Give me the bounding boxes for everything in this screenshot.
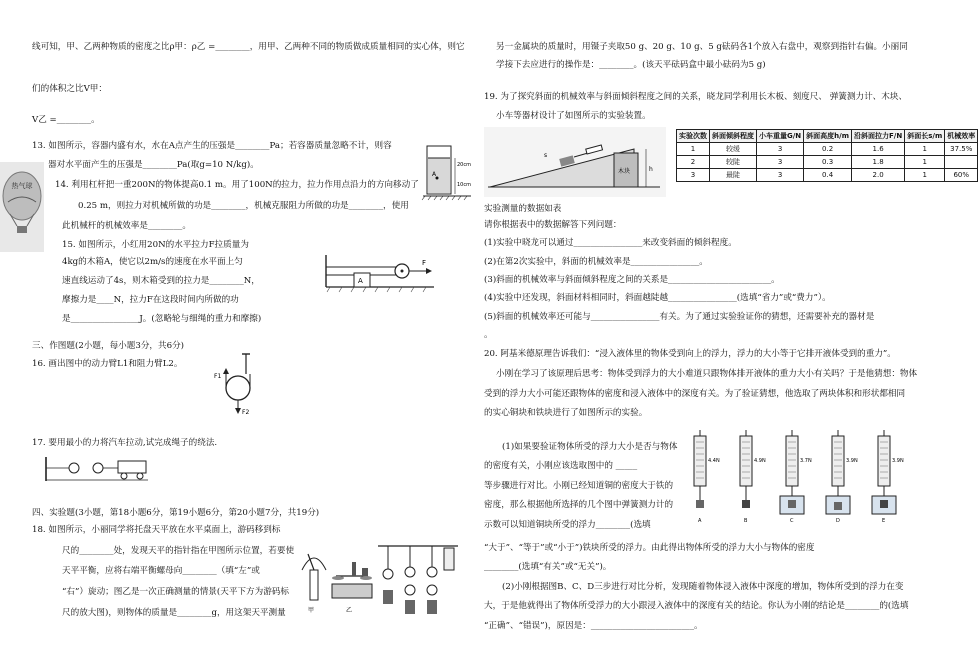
- f1-label: F1: [214, 373, 222, 380]
- spring-scale-b: [740, 430, 766, 524]
- spring-scale-e: [872, 430, 904, 524]
- q15-line3: 速直线运动了4s，则木箱受到的拉力是________N，: [62, 276, 260, 286]
- header-weight: 小车重量G/N: [757, 130, 804, 143]
- q20-part1-line1: (1)如果要验证物体所受的浮力大小是否与物体: [502, 442, 678, 452]
- q20-line4: 的实心铜块和铁块进行了如图所示的实验。: [484, 408, 648, 418]
- q12-line3: V乙 =________。: [32, 115, 100, 125]
- table-row: [677, 156, 978, 169]
- height-h-label: h: [649, 166, 653, 173]
- q13-line1: 13. 如图所示，容器内盛有水，水在A点产生的压强是________Pa；若容器质量忽略不计，则容: [32, 141, 392, 151]
- yi-label: 乙: [346, 607, 353, 614]
- q20-part2-line2: 大，于是他就得出了物体所受浮力的大小跟浸入液体中的深度有关的结论。你认为小刚的结论是________的(选填: [484, 601, 909, 611]
- q15-line1: 15. 如图所示，小红用20N的水平拉力F拉质量为: [62, 240, 249, 250]
- q19-sub2: (2)在第2次实验中，斜面的机械效率是________________。: [484, 257, 708, 267]
- cell: 3: [757, 143, 804, 156]
- q20-part1-line2: 的密度有关，小刚应该选取图中的 _____: [484, 461, 638, 471]
- car-pulley-figure: [44, 455, 150, 485]
- cell: 较缓: [710, 143, 757, 156]
- q19-sub5: (5)斜面的机械效率还可能与________________有关。为了通过实验验证你的猜想，还需要补充的器材是: [484, 312, 875, 322]
- point-a-label: A: [432, 171, 437, 178]
- pulley-box-figure: [322, 253, 440, 295]
- q15-line2: 4kg的木箱A，使它以2m/s的速度在水平面上匀: [62, 257, 243, 267]
- step-c-label: C: [790, 518, 794, 524]
- q12-line1: 线可知，甲、乙两种物质的密度之比ρ甲：ρ乙 =________，用甲、乙两种不同的物质做成质量相同的实心体，则它: [32, 42, 465, 52]
- q20-part2-line3: “正确”、“错误”)，原因是：________________________。: [484, 621, 703, 631]
- spring-scale-c: [780, 430, 812, 524]
- cell: 1: [905, 169, 945, 182]
- q18-line3: 天平平衡，应将右端平衡螺母向________（填“左”或: [62, 566, 260, 576]
- pulley-weights-figure: [378, 540, 458, 620]
- reading-a: 4.4N: [708, 458, 720, 464]
- cell: 较陡: [710, 156, 757, 169]
- header-efficiency: 机械效率: [945, 130, 978, 143]
- step-e-label: E: [882, 518, 886, 524]
- wood-block-label: 木块: [618, 168, 631, 175]
- header-steepness: 斜面倾斜程度: [710, 130, 757, 143]
- q14-line2: 0.25 m，则拉力对机械所做的功是________，机械克服阻力所做的功是________，使用: [78, 201, 409, 211]
- depth-20cm-label: 20cm: [457, 162, 471, 168]
- reading-b: 4.9N: [754, 458, 766, 464]
- q17-text: 17. 要用最小的力将汽车拉动,试完成绳子的绕法.: [32, 438, 218, 448]
- cell: 3: [677, 169, 710, 182]
- balloon-text: 热气球: [11, 182, 33, 190]
- box-a-label: A: [358, 277, 363, 285]
- step-d-label: D: [836, 518, 840, 524]
- cell: 1.8: [852, 156, 905, 169]
- q18-continue-line1: 另一金属块的质量时，用镊子夹取50 g、20 g、10 g、5 g砝码各1个放入右盘中，观察到指针右偏。小丽同: [496, 42, 908, 52]
- depth-10cm-label: 10cm: [457, 182, 471, 188]
- header-height: 斜面高度h/m: [804, 130, 852, 143]
- cell: 0.2: [804, 143, 852, 156]
- q20-part1-line5: 示数可以知道铜块所受的浮力________(选填: [484, 520, 651, 530]
- force-f-label: F: [422, 259, 427, 267]
- incline-figure: [484, 127, 666, 197]
- q20-part1-line7: ________(选填“有关”或“无关”)。: [484, 562, 612, 572]
- spring-scale-a: [694, 430, 720, 524]
- cell: [945, 156, 978, 169]
- q19-sub4: (4)实验中还发现，斜面材料相同时，斜面越陡越________________(选填“省力”或“费力”）。: [484, 293, 831, 303]
- q20-line2: 小刚在学习了该原理后思考：物体受到浮力的大小难道只跟物体排开液体的重力大小有关吗？于是他猜想：物体: [496, 369, 918, 379]
- cell: 0.4: [804, 169, 852, 182]
- step-b-label: B: [744, 518, 748, 524]
- spring-scale-figure: [690, 428, 930, 528]
- q19-sub5-end: 。: [484, 330, 493, 340]
- cell: 0.3: [804, 156, 852, 169]
- header-trial: 实验次数: [677, 130, 710, 143]
- reading-d: 3.9N: [846, 458, 858, 464]
- water-container-figure: [423, 140, 475, 202]
- q18-line4: “右”）旋动；图乙是一次正确测量的情景(天平下方为游码标: [62, 587, 289, 597]
- cell: 60%: [945, 169, 978, 182]
- q20-part1-line3: 等步骤进行对比。小刚已经知道铜的密度大于铁的: [484, 481, 674, 491]
- cell: 2: [677, 156, 710, 169]
- q19-line2: 小车等器材设计了如图所示的实验装置。: [496, 111, 651, 121]
- q19-sub1: (1)实验中晓龙可以通过________________来改变斜面的倾斜程度。: [484, 238, 737, 248]
- cell: 1: [905, 156, 945, 169]
- q18-line2: 尺的________处，发现天平的指针指在甲图所示位置，若要使: [62, 546, 295, 556]
- cell: 1.6: [852, 143, 905, 156]
- table-header-row: [677, 130, 978, 143]
- step-a-label: A: [698, 518, 702, 524]
- reading-c: 3.7N: [800, 458, 812, 464]
- header-length: 斜面长s/m: [905, 130, 945, 143]
- length-s-label: s: [544, 152, 548, 159]
- cell: 3: [757, 169, 804, 182]
- f2-label: F2: [242, 409, 250, 416]
- q12-line2: 们的体积之比V甲：: [32, 84, 107, 94]
- balance-figure: [296, 540, 378, 620]
- section-3-heading: 三、作图题(2小题，每小题3分，共6分): [32, 341, 185, 351]
- cell: 37.5%: [945, 143, 978, 156]
- q15-line5: 是________________J。(忽略轮与细绳的重力和摩擦): [62, 314, 262, 324]
- q19-table-caption: 实验测量的数据如表: [484, 204, 562, 214]
- incline-data-table: [676, 129, 978, 182]
- q20-part1-line6: “大于”、“等于”或“小于”)铁块所受的浮力。由此得出物体所受的浮力大小与物体的密度: [484, 543, 815, 553]
- cell: 2.0: [852, 169, 905, 182]
- table-row: [677, 169, 978, 182]
- cell: 3: [757, 156, 804, 169]
- q19-sub3: (3)斜面的机械效率与斜面倾斜程度之间的关系是________________________。: [484, 275, 780, 285]
- header-pull-force: 沿斜面拉力F/N: [852, 130, 905, 143]
- q19-line1: 19. 为了探究斜面的机械效率与斜面倾斜程度之间的关系，晓龙同学利用长木板、刻度尺、 弹簧测力计、木块、: [484, 92, 908, 102]
- q15-line4: 摩擦力是____N，拉力F在这段时间内所做的功: [62, 295, 239, 305]
- q16-text: 16. 画出图中的动力臂L1和阻力臂L2。: [32, 359, 183, 369]
- q18-continue-line2: 学接下去应进行的操作是：________。(该天平砝码盒中最小砝码为5 g): [496, 60, 766, 70]
- q18-line5: 尺的放大图)，则物体的质量是________g，用这架天平测量: [62, 608, 286, 618]
- cell: 1: [905, 143, 945, 156]
- jia-label: 甲: [308, 607, 315, 614]
- pulley-lever-figure: [210, 352, 264, 418]
- spring-scale-d: [826, 430, 858, 524]
- q14-line3: 此机械杆的机械效率是________。: [62, 221, 191, 231]
- q18-line1: 18. 如图所示，小丽同学将托盘天平放在水平桌面上，游码移到标: [32, 525, 281, 535]
- q20-part1-line4: 密度，那么根据他所选择的几个图中弹簧测力计的: [484, 500, 674, 510]
- cell: 最陡: [710, 169, 757, 182]
- table-row: [677, 143, 978, 156]
- q20-line1: 20. 阿基米德原理告诉我们：“浸入液体里的物体受到向上的浮力，浮力的大小等于它排开液体受到的重力”。: [484, 349, 896, 359]
- q13-line2: 器对水平面产生的压强是________Pa(取g=10 N/kg)。: [48, 160, 259, 170]
- q14-line1: 14. 利用杠杆把一重200N的物体提高0.1 m。用了100N的拉力，拉力作用点沿力的方向移动了: [55, 180, 419, 190]
- q20-part2-line1: (2)小刚根据图B、C、D三步进行对比分析，发现随着物体浸入液体中深度的增加，物体所受到的浮力在变: [502, 582, 904, 592]
- section-4-heading: 四、实验题(3小题，第18小题6分，第19小题6分，第20小题7分，共19分): [32, 508, 320, 518]
- hot-air-balloon-image: [0, 162, 44, 252]
- q20-line3: 受到的浮力大小可能还跟物体的密度和浸入液体中的深度有关。为了验证猜想，他选取了两块体积和形状都相同: [484, 389, 906, 399]
- q19-instruction: 请你根据表中的数据解答下列问题：: [484, 220, 622, 230]
- cell: 1: [677, 143, 710, 156]
- reading-e: 3.9N: [892, 458, 904, 464]
